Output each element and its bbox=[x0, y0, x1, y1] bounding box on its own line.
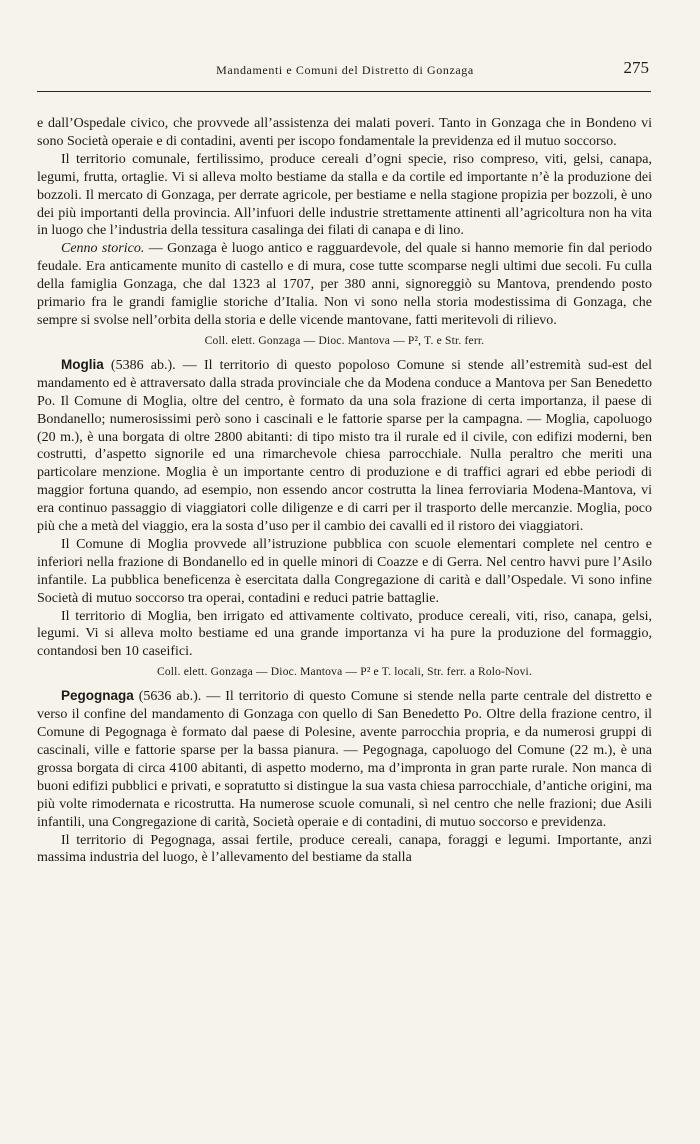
header-rule bbox=[37, 91, 651, 92]
pegognaga-intro-text: (5636 ab.). — Il territorio di questo Comune si stende nella parte centrale del distretto e verso il confine del mandamento di Gonzaga con quello di San Benedetto Po. Oltre della frazione centro, il Comune di Pegognaga è formato dal paese di Polesine, avente parrocchia propria, e da numerosi gruppi di cascinali, ville e fattorie sparse per la bassa pianura. — Pegognaga, capoluogo del Comune (22 m.), è una grossa borgata di circa 4100 abitanti, di aspetto moderno, ma d’impronta in gran parte rurale. Non manca di buoni edifizi pubblici e privati, e sopratutto si distingue la sua vasta chiesa parrocchiale, d’antiche origini, ma più volte rimodernata e ricostrutta. Ha numerose scuole comunali, sì nel centro che nelle frazioni; due Asili infantili, una Congregazione di carità, Società operaie e di contadini, di mutuo soccorso e previdenza. bbox=[37, 689, 652, 830]
pegognaga-paragraph-1 bbox=[37, 687, 652, 831]
page-body bbox=[37, 115, 652, 867]
gonzaga-paragraph-1: e dall’Ospedale civico, che provvede all’assistenza dei malati poveri. Tanto in Gonzaga che in Bondeno vi sono Società operaie e di contadini, aventi per iscopo fondamentale la previdenza ed il mutuo soccorso. bbox=[37, 116, 652, 149]
gonzaga-reference-note: Coll. elett. Gonzaga — Dioc. Mantova — P², T. e Str. ferr. bbox=[204, 334, 485, 347]
moglia-paragraph-2: Il Comune di Moglia provvede all’istruzione pubblica con scuole elementari complete nel centro e inferiori nella frazione di Bondanello ed in quelle minori di Coazze e di Gerra. Nel centro havvi pure l’Asilo infantile. La pubblica beneficenza è esercitata dalla Congregazione di carità e dall’Ospedale. Vi sono infine Società di mutuo soccorso tra operai, contadini e reduci patrie battaglie. bbox=[37, 536, 652, 606]
moglia-paragraph-3: Il territorio di Moglia, ben irrigato ed attivamente coltivato, produce cereali, viti, riso, canapa, gelsi, legumi. Vi si alleva molto bestiame ed una grande importanza vi ha pure la produzione del formaggio, contandosi ben 10 caseifici. bbox=[37, 608, 652, 660]
historical-note-text: — Gonzaga è luogo antico e ragguardevole, del quale si hanno memorie fin dal periodo feudale. Era anticamente munito di castello e di mura, cose tutte scomparse negli ultimi due secoli. Fu culla della famiglia Gonzaga, che dal 1323 al 1707, per 380 anni, signoreggiò su Mantova, prendendo posto primario fra le grandi famiglie storiche d’Italia. Non vi sono nella storia modestissima di Gonzaga, che sempre si svolse nell’orbita della storia e delle vicende mantovane, fatti meritevoli di rilievo. bbox=[37, 241, 652, 328]
moglia-entry-title: Moglia bbox=[61, 356, 104, 372]
gonzaga-paragraph-2: Il territorio comunale, fertilissimo, produce cereali d’ogni specie, riso compreso, viti, gelsi, canapa, legumi, frutta, ortaglie. Vi si alleva molto bestiame da stalla e da cortile ed importante n’è la produzione dei bozzoli. Il mercato di Gonzaga, per derrate agricole, per bestiame e nella stagione propizia per bozzoli, è uno dei più importanti della provincia. All’infuori delle industrie strettamente attinenti all’agricoltura non ha vita in luogo che l’industria della tessitura casalinga dei filati di canapa e di lino. bbox=[37, 151, 652, 239]
historical-note-label: Cenno storico. bbox=[61, 241, 145, 257]
gonzaga-paragraph-3 bbox=[37, 240, 652, 330]
running-header bbox=[37, 56, 653, 86]
moglia-intro-text: (5386 ab.). — Il territorio di questo popoloso Comune si stende all’estremità sud-est del mandamento ed è attraversato dalla strada provinciale che da Modena conduce a Mantova per San Benedetto Po. Il Comune di Moglia, oltre del centro, è formato da una sola frazione di certa importanza, il paese di Bondanello; numerosissimi però sono i cascinali e le fattorie sparse per la campagna. — Moglia, capoluogo (20 m.), è una borgata di oltre 2800 abitanti: di tipo misto tra il rurale ed il civile, con edifizi moderni, ben costrutti, d’aspetto signorile ed una rimarchevole chiesa parrocchiale. Nulla peraltro che meriti una particolare menzione. Moglia è un importante centro di produzione e di traffici agrari ed ebbe periodi di maggior fortuna quando, ad esempio, non essendo ancor costrutta la linea ferroviaria Modena-Mantova, vi era continuo passaggio di viaggiatori colle diligenze e di carri per il trasporto delle mercanzie. Moglia, poco più che a metà del viaggio, era la sosta d’uso per il cambio dei cavalli ed il ristoro dei viaggiatori. bbox=[37, 357, 652, 535]
header-title: Mandamenti e Comuni del Distretto di Gonzaga bbox=[216, 63, 474, 77]
pegognaga-paragraph-2: Il territorio di Pegognaga, assai fertile, produce cereali, canapa, foraggi e legumi. Importante, anzi massima industria del luogo, è l’allevamento del bestiame da stalla bbox=[37, 832, 652, 866]
pegognaga-entry-title: Pegognaga bbox=[61, 688, 134, 704]
moglia-paragraph-1 bbox=[37, 356, 652, 536]
page-number: 275 bbox=[623, 58, 649, 77]
moglia-reference-note: Coll. elett. Gonzaga — Dioc. Mantova — P² e T. locali, Str. ferr. a Rolo-Novi. bbox=[156, 666, 533, 679]
